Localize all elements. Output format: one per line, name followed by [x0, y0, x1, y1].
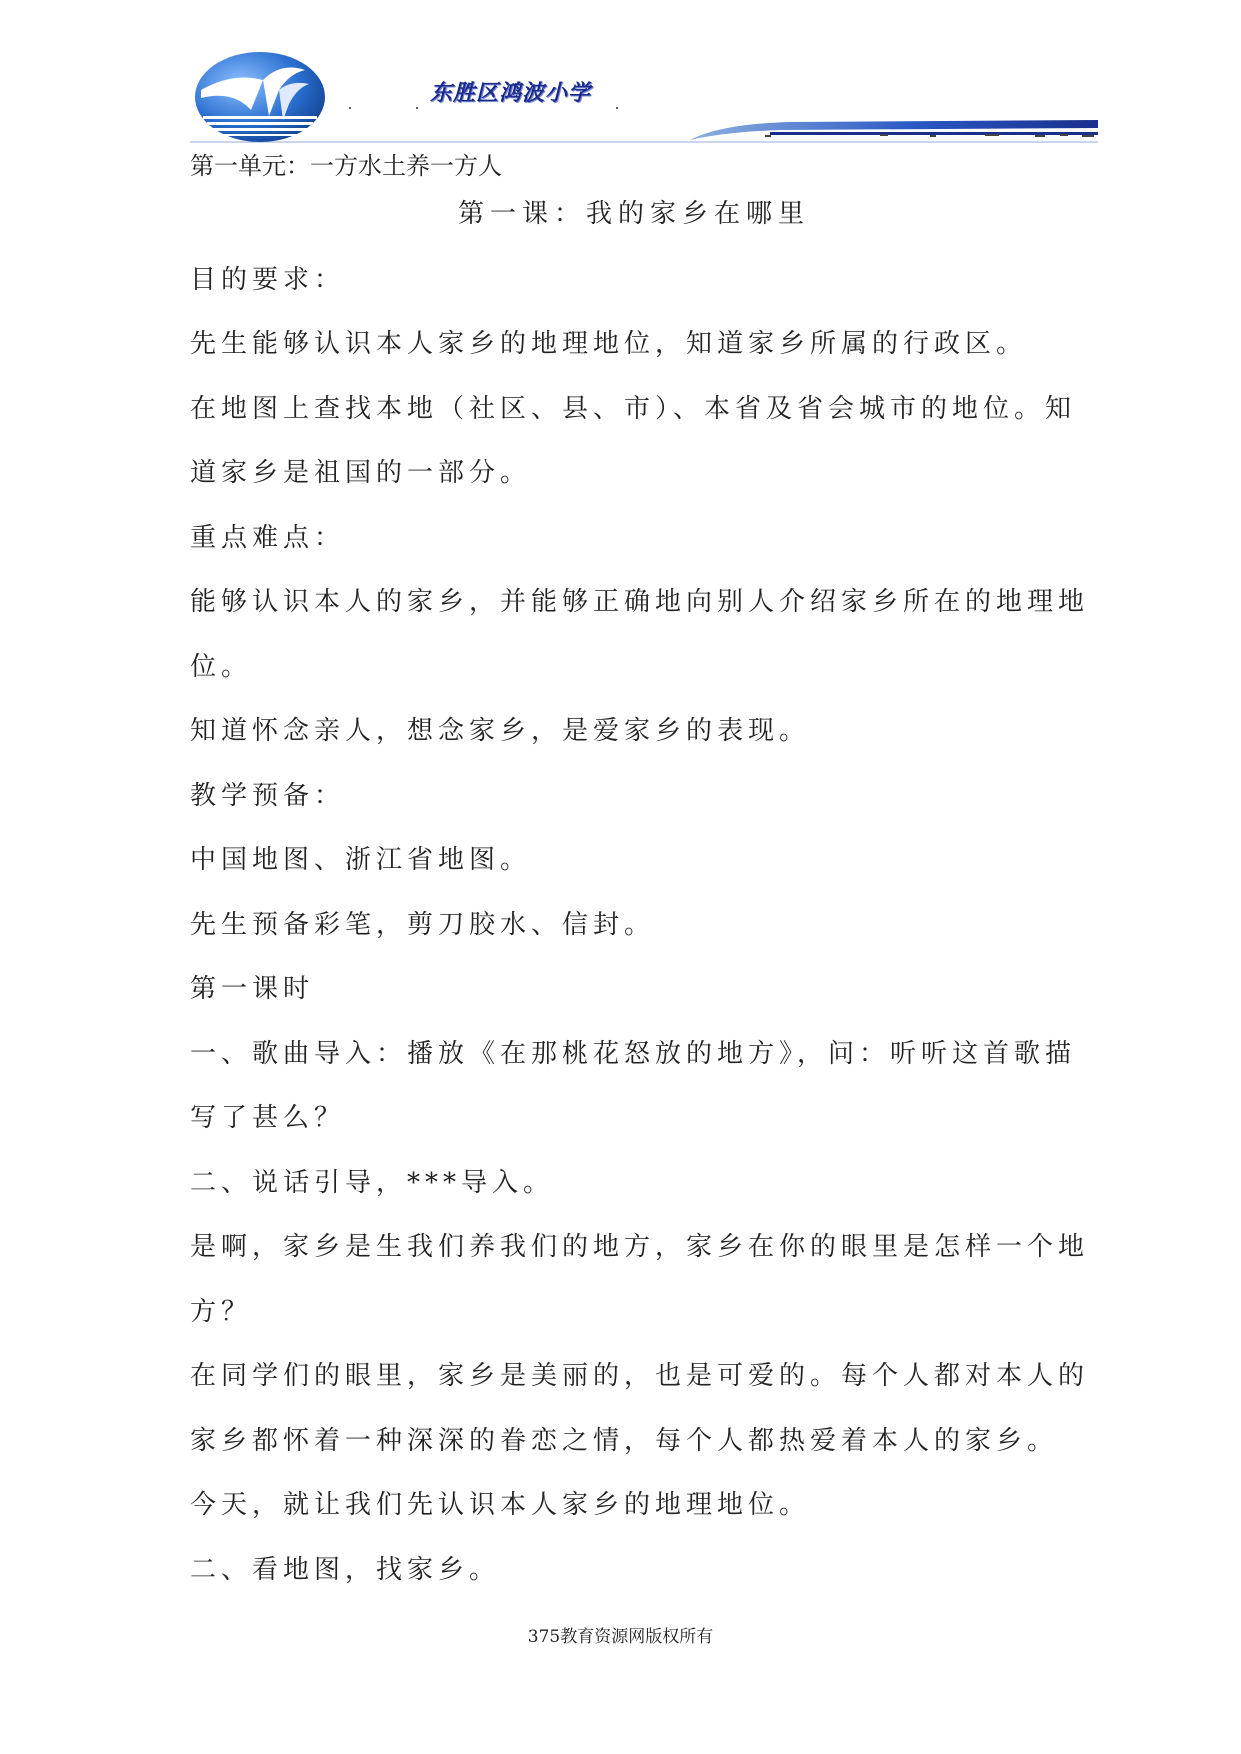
- body-line: 在地图上查找本地（社区、县、市）、本省及省会城市的地位。知: [190, 394, 1077, 424]
- body-line: 先生预备彩笔，剪刀胶水、信封。: [190, 910, 656, 940]
- body-line: 先生能够认识本人家乡的地理地位，知道家乡所属的行政区。: [190, 329, 1028, 359]
- header-divider-line: [0, 0, 1241, 150]
- school-name: 东胜区鸿波小学: [430, 80, 592, 106]
- body-line: 能够认识本人的家乡，并能够正确地向别人介绍家乡所在的地理地: [190, 587, 1090, 617]
- body-line: 二、看地图，找家乡。: [190, 1555, 501, 1585]
- body-line: 今天，就让我们先认识本人家乡的地理地位。: [190, 1490, 811, 1520]
- body-line: 目的要求：: [190, 265, 346, 295]
- page-footer: 375教育资源网版权所有: [527, 1627, 714, 1647]
- body-line: 重点难点：: [190, 523, 346, 553]
- page-header: [0, 0, 1241, 150]
- body-line: 家乡都怀着一种深深的眷恋之情，每个人都热爱着本人的家乡。: [190, 1426, 1059, 1456]
- body-line: 在同学们的眼里，家乡是美丽的，也是可爱的。每个人都对本人的: [190, 1361, 1090, 1391]
- body-line: 写了甚么？: [190, 1103, 346, 1133]
- unit-title: 第一单元：一方水土养一方人: [190, 152, 502, 180]
- body-line: 中国地图、浙江省地图。: [190, 845, 532, 875]
- body-line: 方？: [190, 1297, 253, 1327]
- school-logo-icon: [193, 50, 327, 144]
- body-line: 知道怀念亲人，想念家乡，是爱家乡的表现。: [190, 716, 811, 746]
- body-line: 道家乡是祖国的一部分。: [190, 458, 532, 488]
- lesson-title: 第一课：我的家乡在哪里: [458, 199, 811, 229]
- body-line: 位。: [190, 652, 253, 682]
- body-line: 第一课时: [190, 974, 315, 1004]
- body-line: 一、歌曲导入：播放《在那桃花怒放的地方》，问：听听这首歌描: [190, 1039, 1077, 1069]
- body-line: 是啊，家乡是生我们养我们的地方，家乡在你的眼里是怎样一个地: [190, 1232, 1090, 1262]
- body-line: 教学预备：: [190, 781, 346, 811]
- body-line: 二、说话引导，***导入。: [190, 1168, 555, 1198]
